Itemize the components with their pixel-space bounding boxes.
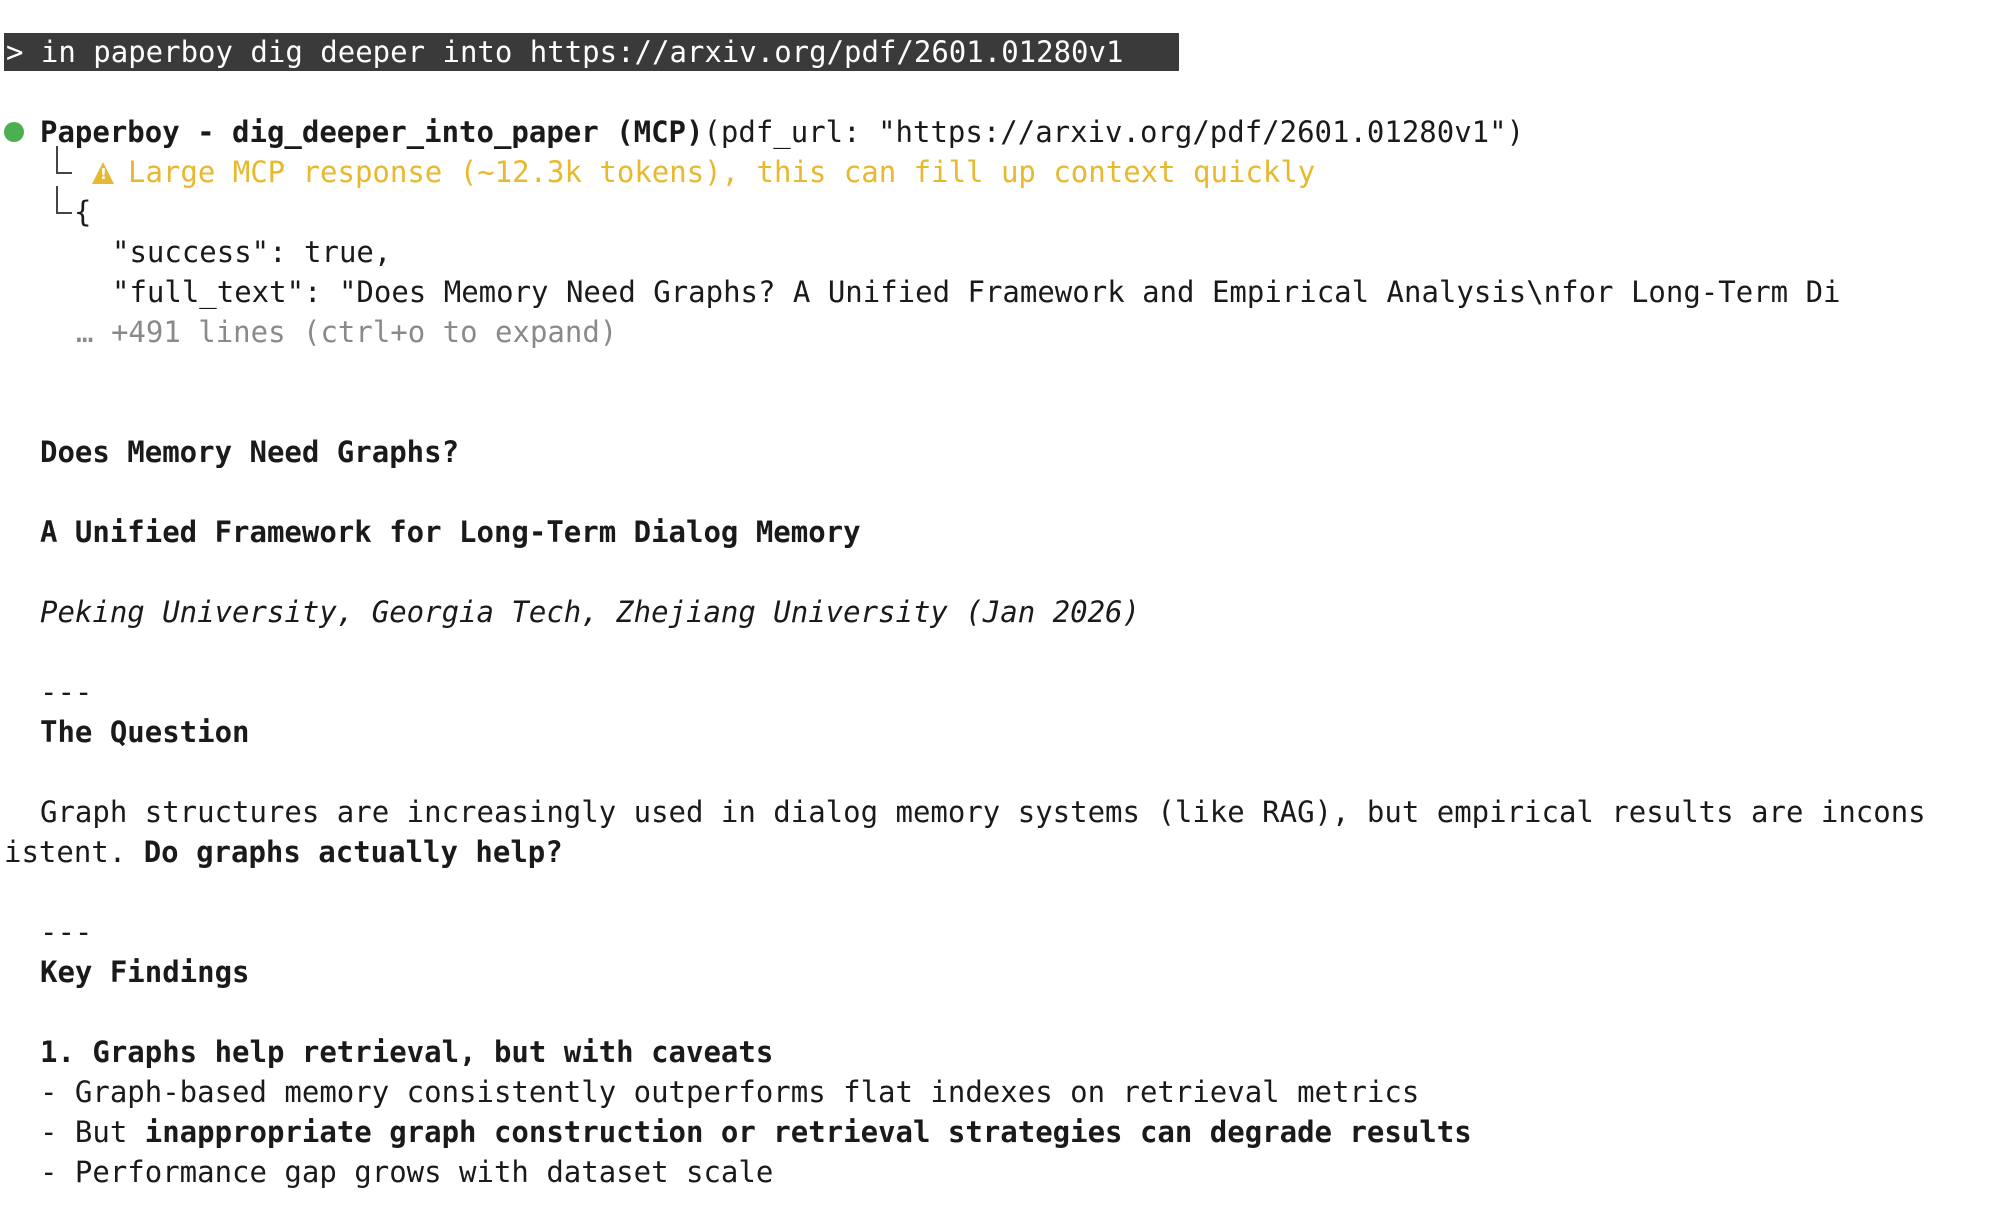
- finding-1-bullet-3: - Performance gap grows with dataset scale: [40, 1155, 774, 1189]
- collapsed-indicator[interactable]: [76, 312, 617, 352]
- paper-affiliations: Peking University, Georgia Tech, Zhejiang University (Jan 2026): [40, 595, 1140, 629]
- paper-title: Does Memory Need Graphs?: [40, 435, 460, 469]
- paper-subtitle: A Unified Framework for Long-Term Dialog Memory: [40, 515, 861, 549]
- tree-connector-icon: [56, 146, 72, 174]
- bullet-bold-text: inappropriate graph construction or retrieval strategies can degrade results: [144, 1115, 1472, 1149]
- status-dot-icon: [4, 122, 24, 142]
- bullet-prefix: - But: [40, 1115, 145, 1149]
- question-text-line1: Graph structures are increasingly used in dialog memory systems (like RAG), but empirical results are incons: [40, 795, 1926, 829]
- response-line-success: "success": true,: [112, 235, 392, 269]
- finding-1-bullet-2: [40, 1112, 1472, 1152]
- response-line-full-text: "full_text": "Does Memory Need Graphs? A Unified Framework and Empirical Analysis\nfor Long-Term Di: [112, 275, 1841, 309]
- finding-1-bullet-1: - Graph-based memory consistently outperforms flat indexes on retrieval metrics: [40, 1075, 1420, 1109]
- tool-call-args: (pdf_url: "https://arxiv.org/pdf/2601.01280v1"): [703, 115, 1525, 149]
- warning-text: Large MCP response (~12.3k tokens), this can fill up context quickly: [128, 155, 1316, 189]
- warning-line: [92, 152, 1315, 192]
- collapsed-text: +491 lines (ctrl+o to expand): [110, 315, 618, 349]
- warning-icon: [92, 162, 114, 184]
- horizontal-rule: ---: [40, 675, 93, 709]
- question-text-line2: [4, 832, 563, 872]
- horizontal-rule: ---: [40, 915, 93, 949]
- response-open: {: [74, 195, 92, 229]
- tool-call-line: [40, 112, 1524, 152]
- question-text-cont: istent.: [4, 835, 144, 869]
- ellipsis-icon: …: [76, 315, 94, 349]
- tree-connector-icon: [56, 186, 72, 214]
- question-heading: The Question: [40, 715, 250, 749]
- finding-1-title: 1. Graphs help retrieval, but with caveats: [40, 1035, 774, 1069]
- question-text-bold: Do graphs actually help?: [143, 835, 563, 869]
- findings-heading: Key Findings: [40, 955, 250, 989]
- prompt-text: > in paperboy dig deeper into https://arxiv.org/pdf/2601.01280v1: [6, 35, 1124, 69]
- tool-call-name: Paperboy - dig_deeper_into_paper (MCP): [40, 115, 704, 149]
